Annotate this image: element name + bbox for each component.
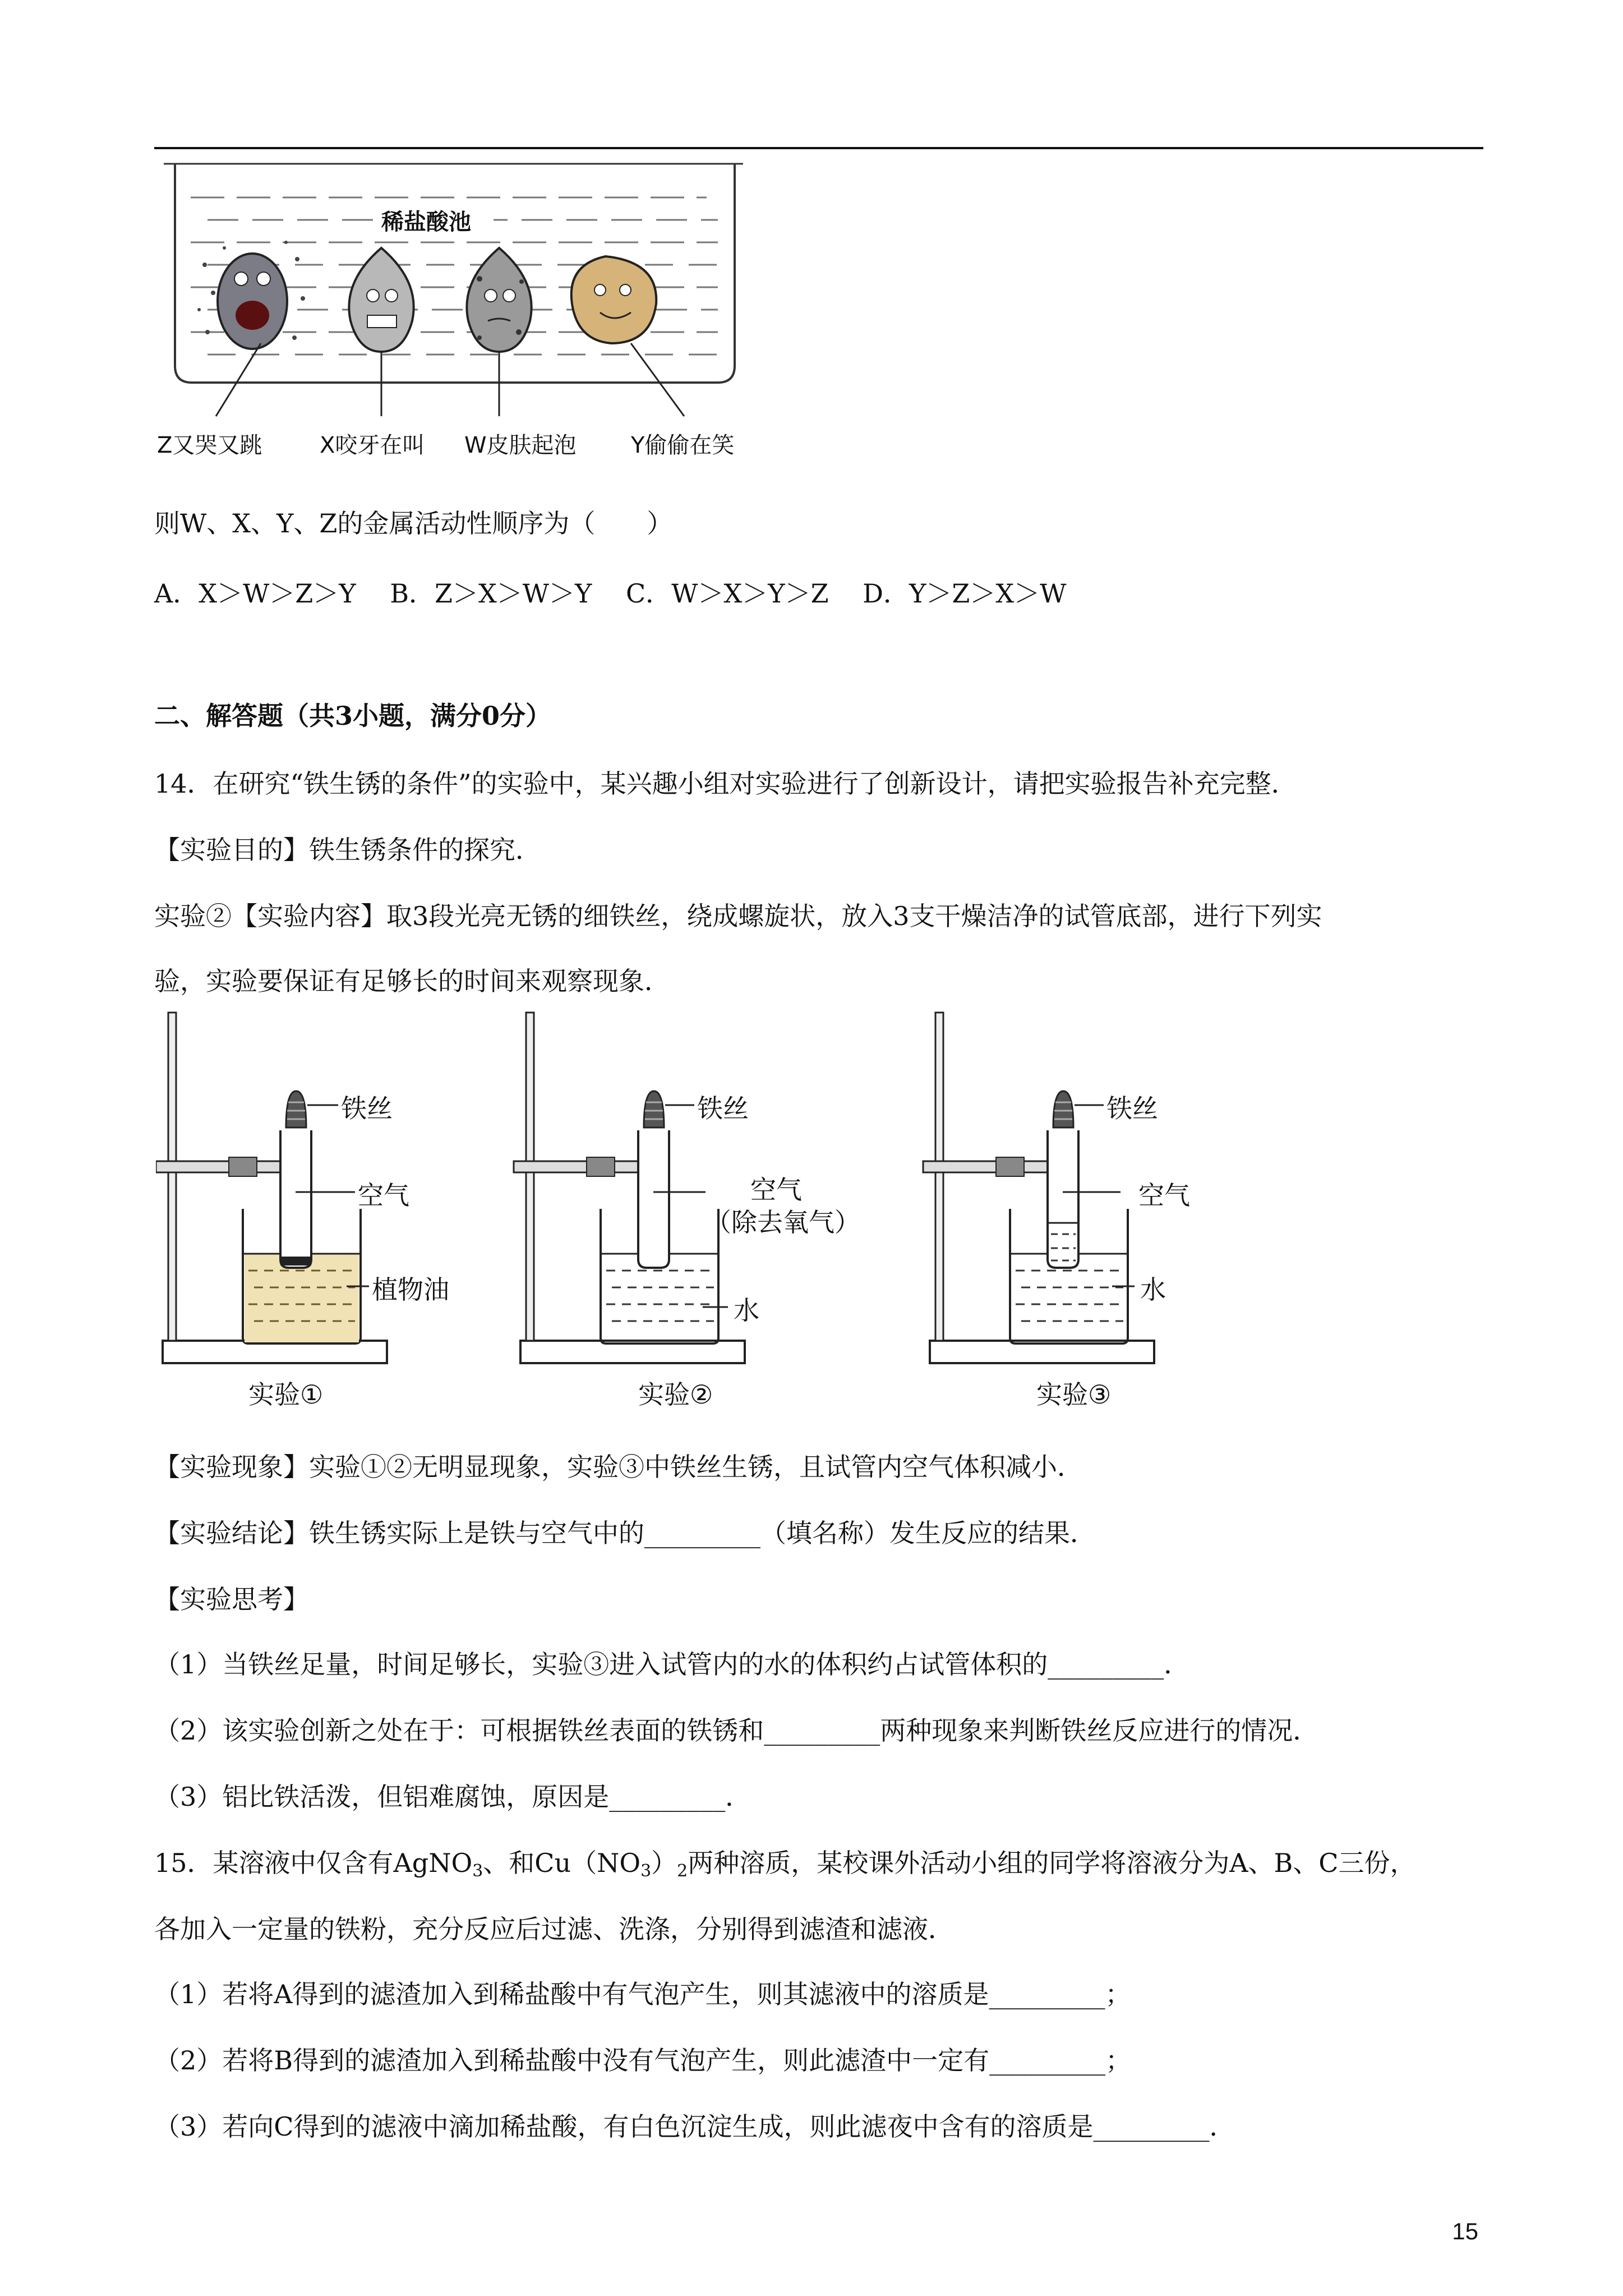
setup3-caption: 实验③ [1036,1379,1112,1410]
q15-formula-agno3: AgNO [393,1848,473,1878]
setup2-gas-label: 空气 [750,1175,802,1205]
setup1-wire-label: 铁丝 [341,1093,393,1124]
setup-1 [156,1013,387,1363]
acid-pool-figure [157,153,751,472]
rusting-experiment-figure [156,1007,1210,1411]
q15-formula-cuno3-sub1: 3 [640,1861,652,1881]
metal-x-figure [349,248,413,352]
q13-stem: 则W、X、Y、Z的金属活动性顺序为（ ） [154,508,673,539]
q15-sub3: （3）若向C得到的滤液中滴加稀盐酸，有白色沉淀生成，则此滤夜中含有的溶质是_________． [154,2111,1235,2142]
q15-formula-cuno3-sub2: 2 [677,1861,688,1881]
q15-sub1: （1）若将A得到的滤渣加入到稀盐酸中有气泡产生，则其滤液中的溶质是_________； [154,1979,1131,2009]
q15-formula-cuno3-close: ） [651,1848,677,1878]
setup2-wire-label: 铁丝 [697,1093,749,1124]
q14-sub3: （3）铝比铁活泼，但铝难腐蚀，原因是_________． [154,1782,751,1812]
q14-content-line1: 实验②【实验内容】取3段光亮无锈的细铁丝，绕成螺旋状，放入3支干燥洁净的试管底部，进行下列实 [154,901,1322,931]
setup1-caption: 实验① [248,1379,324,1410]
caption-w: W皮肤起泡 [464,432,577,458]
caption-x: X咬牙在叫 [320,432,425,458]
q14-conclusion: 【实验结论】铁生锈实际上是铁与空气中的_________（填名称）发生反应的结果． [154,1518,1096,1548]
section-title: 二、解答题（共3小题，满分0分） [154,701,552,731]
setup2-gas-note: （除去氧气） [706,1207,860,1237]
header-rule [154,147,1483,149]
q14-sub1: （1）当铁丝足量，时间足够长，实验③进入试管内的水的体积约占试管体积的_________． [154,1649,1190,1680]
setup-2 [514,1013,745,1363]
metal-w-figure [467,248,531,352]
setup1-liquid-label: 植物油 [372,1274,449,1305]
page-number: 15 [1452,2218,1478,2244]
q15-stem [154,1846,1416,1889]
caption-z: Z又哭又跳 [157,432,262,458]
setup1-gas-label: 空气 [358,1180,409,1211]
q14-sub2: （2）该实验创新之处在于：可根据铁丝表面的铁锈和_________两种现象来判断铁丝反应进行的情况． [154,1715,1319,1746]
q15-stem-post: 两种溶质，某校课外活动小组的同学将溶液分为A、B、C三份， [688,1848,1416,1878]
q15-stem-pre: 15．某溶液中仅含有 [154,1848,394,1878]
q14-content-line2: 验，实验要保证有足够长的时间来观察现象． [154,966,670,996]
q14-purpose: 【实验目的】铁生锈条件的探究． [154,835,541,865]
setup3-wire-label: 铁丝 [1106,1093,1158,1124]
q15-formula-cuno3: Cu（NO [534,1848,641,1878]
setup3-liquid-label: 水 [1140,1274,1166,1305]
q14-thinking: 【实验思考】 [154,1584,309,1614]
metal-y-figure [571,256,657,343]
caption-y: Y偷偷在笑 [631,432,735,458]
q15-sub2: （2）若将B得到的滤渣加入到稀盐酸中没有气泡产生，则此滤渣中一定有_________； [154,2045,1132,2076]
q14-stem: 14．在研究“铁生锈的条件”的实验中，某兴趣小组对实验进行了创新设计，请把实验报告补充完整． [154,769,1297,799]
q15-stem-mid: 、和 [483,1848,535,1878]
setup-3 [923,1013,1154,1363]
setup2-liquid-label: 水 [734,1295,759,1326]
q15-formula-agno3-sub: 3 [472,1861,483,1881]
pool-title: 稀盐酸池 [381,209,471,235]
setup2-caption: 实验② [638,1379,713,1410]
q13-options: A．X＞W＞Z＞Y B．Z＞X＞W＞Y C．W＞X＞Y＞Z D．Y＞Z＞X＞W [154,578,1067,609]
setup3-gas-label: 空气 [1138,1180,1190,1211]
q14-phenomenon: 【实验现象】实验①②无明显现象，实验③中铁丝生锈，且试管内空气体积减小． [154,1452,1083,1482]
q15-line2: 各加入一定量的铁粉，充分反应后过滤、洗涤，分别得到滤渣和滤液． [154,1914,954,1944]
